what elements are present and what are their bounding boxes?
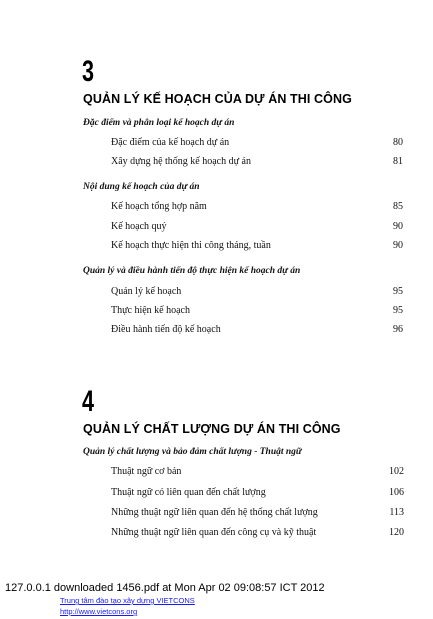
toc-entry-page: 90 bbox=[393, 221, 403, 232]
toc-entry-label: Thuật ngữ cơ bản bbox=[111, 466, 182, 477]
chapter-title: QUẢN LÝ CHẤT LƯỢNG DỰ ÁN THI CÔNG bbox=[83, 422, 341, 436]
toc-entry-page: 85 bbox=[393, 201, 403, 212]
url-link[interactable]: http://www.vietcons.org bbox=[60, 607, 138, 616]
toc-entry[interactable] bbox=[0, 323, 433, 336]
toc-entry-label: Những thuật ngữ liên quan đến công cụ và kỹ thuật bbox=[111, 527, 317, 538]
toc-entry-page: 102 bbox=[389, 466, 404, 477]
toc-entry-label: Kế hoạch thực hiện thi công tháng, tuần bbox=[111, 240, 271, 251]
toc-entry[interactable] bbox=[0, 200, 433, 213]
toc-entry[interactable] bbox=[0, 285, 433, 298]
chapter-number: 4 bbox=[82, 385, 95, 418]
toc-entry[interactable] bbox=[0, 486, 433, 499]
toc-entry[interactable] bbox=[0, 155, 433, 168]
chapter-number: 3 bbox=[82, 55, 95, 88]
toc-entry[interactable] bbox=[0, 506, 433, 519]
toc-entry-page: 90 bbox=[393, 240, 403, 251]
toc-entry-label: Điều hành tiến độ kế hoạch bbox=[111, 324, 221, 335]
section-heading: Đặc điểm và phân loại kế hoạch dự án bbox=[83, 118, 235, 128]
section-heading: Quản lý chất lượng và bảo đảm chất lượng - Thuật ngữ bbox=[83, 447, 302, 457]
toc-entry-label: Kế hoạch quý bbox=[111, 221, 167, 232]
toc-entry-page: 95 bbox=[393, 286, 403, 297]
toc-entry-label: Đặc điểm của kế hoạch dự án bbox=[111, 137, 230, 148]
toc-entry-label: Kế hoạch tổng hợp năm bbox=[111, 201, 207, 212]
toc-entry-page: 120 bbox=[389, 527, 404, 538]
toc-entry[interactable] bbox=[0, 220, 433, 233]
toc-entry[interactable] bbox=[0, 526, 433, 539]
toc-entry[interactable] bbox=[0, 304, 433, 317]
toc-entry[interactable] bbox=[0, 239, 433, 252]
download-stamp: 127.0.0.1 downloaded 1456.pdf at Mon Apr 02 09:08:57 ICT 2012 bbox=[5, 582, 325, 594]
chapter-title: QUẢN LÝ KẾ HOẠCH CỦA DỰ ÁN THI CÔNG bbox=[83, 92, 352, 106]
toc-entry[interactable] bbox=[0, 136, 433, 149]
toc-entry-label: Những thuật ngữ liên quan đến hệ thống chất lượng bbox=[111, 507, 318, 518]
section-heading: Quản lý và điều hành tiến độ thực hiện kế hoạch dự án bbox=[83, 266, 301, 276]
toc-entry-label: Thuật ngữ có liên quan đến chất lượng bbox=[111, 487, 266, 498]
toc-entry-page: 96 bbox=[393, 324, 403, 335]
toc-entry-label: Xây dựng hệ thống kế hoạch dự án bbox=[111, 156, 251, 167]
toc-entry-page: 80 bbox=[393, 137, 403, 148]
toc-entry-label: Quản lý kế hoạch bbox=[111, 286, 182, 297]
toc-entry-page: 106 bbox=[389, 487, 404, 498]
toc-entry-page: 95 bbox=[393, 305, 403, 316]
section-heading: Nội dung kế hoạch của dự án bbox=[83, 182, 200, 192]
toc-entry[interactable] bbox=[0, 465, 433, 478]
toc-entry-page: 113 bbox=[389, 507, 404, 518]
org-link[interactable]: Trung tâm đào tạo xây dựng VIETCONS bbox=[60, 596, 195, 605]
toc-entry-page: 81 bbox=[393, 156, 403, 167]
toc-entry-label: Thực hiện kế hoạch bbox=[111, 305, 190, 316]
